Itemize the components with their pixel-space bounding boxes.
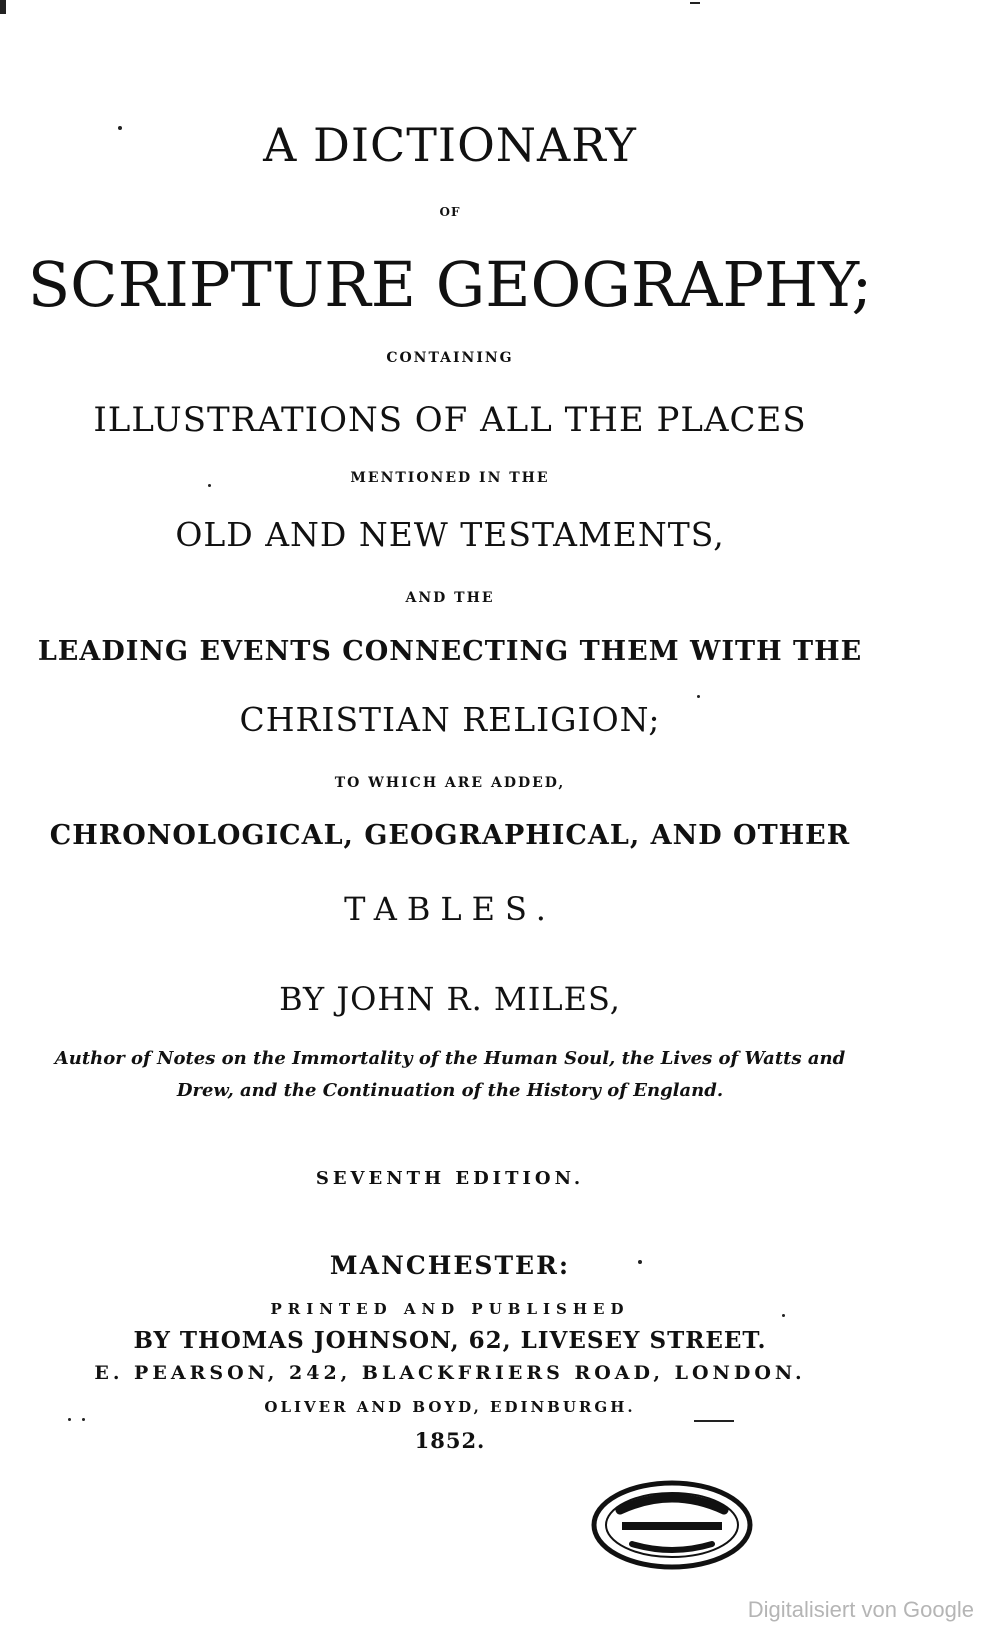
scan-speck — [118, 126, 122, 130]
publisher-line-3: OLIVER AND BOYD, EDINBURGH. — [264, 1398, 636, 1416]
scan-mark — [0, 0, 6, 14]
scan-mark — [690, 2, 700, 4]
city-line: MANCHESTER: — [329, 1251, 571, 1280]
leading-events-line: LEADING EVENTS CONNECTING THEM WITH THE — [37, 636, 863, 667]
religion-line: CHRISTIAN RELIGION; — [239, 700, 661, 739]
year-line: 1852. — [414, 1428, 486, 1453]
scan-speck — [782, 1314, 785, 1317]
publisher-line-1: BY THOMAS JOHNSON, 62, LIVESEY STREET. — [133, 1327, 767, 1354]
author-line: BY JOHN R. MILES, — [279, 980, 621, 1018]
google-watermark: Digitalisiert von Google — [747, 1597, 974, 1622]
scan-speck — [697, 695, 700, 698]
title-line-2: SCRIPTURE GEOGRAPHY; — [27, 248, 873, 321]
author-credits-line-1: Author of Notes on the Immortality of the Human Soul, the Lives of Watts and — [54, 1048, 846, 1069]
scan-speck — [208, 484, 211, 487]
publisher-line-2: E. PEARSON, 242, BLACKFRIERS ROAD, LONDON. — [94, 1362, 806, 1384]
illustrations-line: ILLUSTRATIONS OF ALL THE PLACES — [93, 400, 807, 440]
scan-speck — [82, 1418, 85, 1421]
scan-speck — [68, 1418, 71, 1421]
and-the-label: AND THE — [405, 590, 495, 606]
mentioned-label: MENTIONED IN THE — [350, 470, 550, 486]
containing-label: CONTAINING — [386, 350, 514, 366]
title-of: OF — [439, 205, 461, 219]
added-label: TO WHICH ARE ADDED, — [334, 775, 566, 791]
chronological-line: CHRONOLOGICAL, GEOGRAPHICAL, AND OTHER — [49, 820, 851, 851]
scan-speck — [638, 1260, 642, 1264]
testaments-line: OLD AND NEW TESTAMENTS, — [175, 515, 725, 554]
library-stamp — [590, 1478, 755, 1573]
tables-line: TABLES. — [344, 890, 556, 928]
scan-mark — [694, 1420, 734, 1422]
author-credits-line-2: Drew, and the Continuation of the History of England. — [176, 1080, 724, 1101]
printed-line: PRINTED AND PUBLISHED — [270, 1300, 630, 1318]
title-line-1: A DICTIONARY — [263, 118, 637, 172]
edition-line: SEVENTH EDITION. — [315, 1168, 585, 1189]
